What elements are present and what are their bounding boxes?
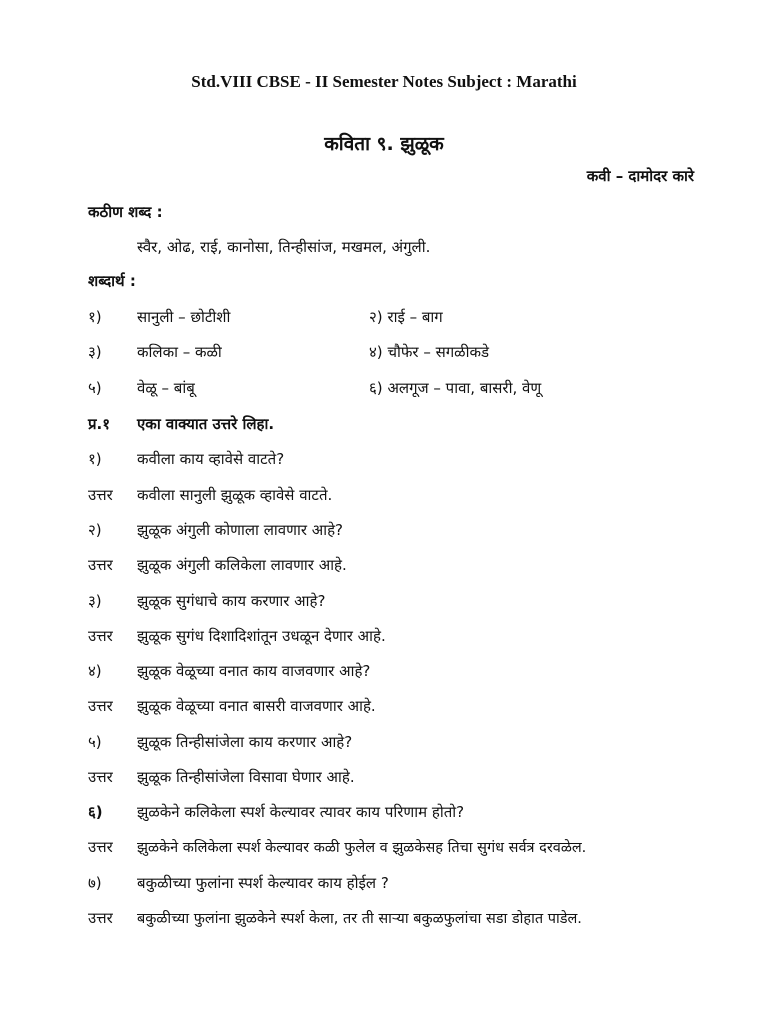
answer-text: झुळूक तिन्हीसांजेला विसावा घेणार आहे. [137, 768, 355, 786]
meaning-item [369, 378, 541, 398]
meaning-item: सानुली – छोटीशी [137, 308, 231, 326]
meaning-number: २) [369, 308, 383, 326]
meaning-item: वेळू – बांबू [137, 379, 195, 397]
answer-label: उत्तर [88, 627, 113, 645]
meaning-number: ३) [88, 343, 102, 361]
meaning-number: १) [88, 308, 102, 326]
answer-text: झुळूक सुगंध दिशादिशांतून उधळून देणार आहे. [137, 627, 386, 645]
answer-text: झुळकेने कलिकेला स्पर्श केल्यावर कळी फुलेल व झुळकेसह तिचा सुगंध सर्वत्र दरवळेल. [137, 840, 587, 856]
poem-title: कविता ९. झुळूक [324, 133, 444, 155]
meaning-text: राई – बाग [387, 308, 443, 326]
answer-label: उत्तर [88, 768, 113, 786]
question-text: झुळूक सुगंधाचे काय करणार आहे? [137, 592, 326, 610]
question-number: ७) [88, 874, 102, 892]
answer-label: उत्तर [88, 486, 113, 504]
meaning-text: चौफेर – सगळीकडे [387, 343, 489, 361]
meaning-number: ५) [88, 379, 102, 397]
meaning-item [369, 342, 489, 362]
answer-label: उत्तर [88, 838, 113, 856]
document-header: Std.VIII CBSE - II Semester Notes Subject : Marathi [191, 72, 577, 91]
question-text: झुळूक तिन्हीसांजेला काय करणार आहे? [137, 733, 353, 751]
question-number: २) [88, 521, 102, 539]
answer-label: उत्तर [88, 909, 113, 927]
question-text: झुळूक अंगुली कोणाला लावणार आहे? [137, 521, 343, 539]
question-text: कवीला काय व्हावेसे वाटते? [137, 450, 285, 468]
answer-text: बकुळीच्या फुलांना झुळकेने स्पर्श केला, तर ती साऱ्या बकुळफुलांचा सडा डोहात पाडेल. [137, 911, 582, 927]
answer-text: झुळूक अंगुली कलिकेला लावणार आहे. [137, 556, 347, 574]
question-number: ४) [88, 662, 102, 680]
answer-text: झुळूक वेळूच्या वनात बासरी वाजवणार आहे. [137, 697, 376, 715]
meaning-text: अलगूज – पावा, बासरी, वेणू [387, 379, 542, 397]
hard-words-list: स्वैर, ओढ, राई, कानोसा, तिन्हीसांज, मखमल, अंगुली. [137, 238, 431, 256]
question-number: ५) [88, 733, 102, 751]
answer-label: उत्तर [88, 697, 113, 715]
answer-label: उत्तर [88, 556, 113, 574]
poet-name: कवी – दामोदर कारे [586, 167, 694, 185]
question-number: १) [88, 450, 102, 468]
meanings-heading: शब्दार्थ : [88, 272, 136, 290]
meaning-item: कलिका – कळी [137, 343, 222, 361]
question-text: झुळकेने कलिकेला स्पर्श केल्यावर त्यावर काय परिणाम होतो? [137, 803, 465, 821]
question-number: ३) [88, 592, 102, 610]
question-text: बकुळीच्या फुलांना स्पर्श केल्यावर काय होईल ? [137, 874, 389, 892]
answer-text: कवीला सानुली झुळूक व्हावेसे वाटते. [137, 486, 333, 504]
meaning-number: ६) [369, 379, 383, 397]
question-number: ६) [88, 803, 103, 821]
question-text: झुळूक वेळूच्या वनात काय वाजवणार आहे? [137, 662, 371, 680]
meaning-number: ४) [369, 343, 383, 361]
meaning-item [369, 307, 443, 327]
hard-words-heading: कठीण शब्द : [88, 203, 163, 221]
question-section-label: प्र.१ [88, 415, 111, 433]
question-section-instruction: एका वाक्यात उत्तरे लिहा. [137, 415, 275, 433]
